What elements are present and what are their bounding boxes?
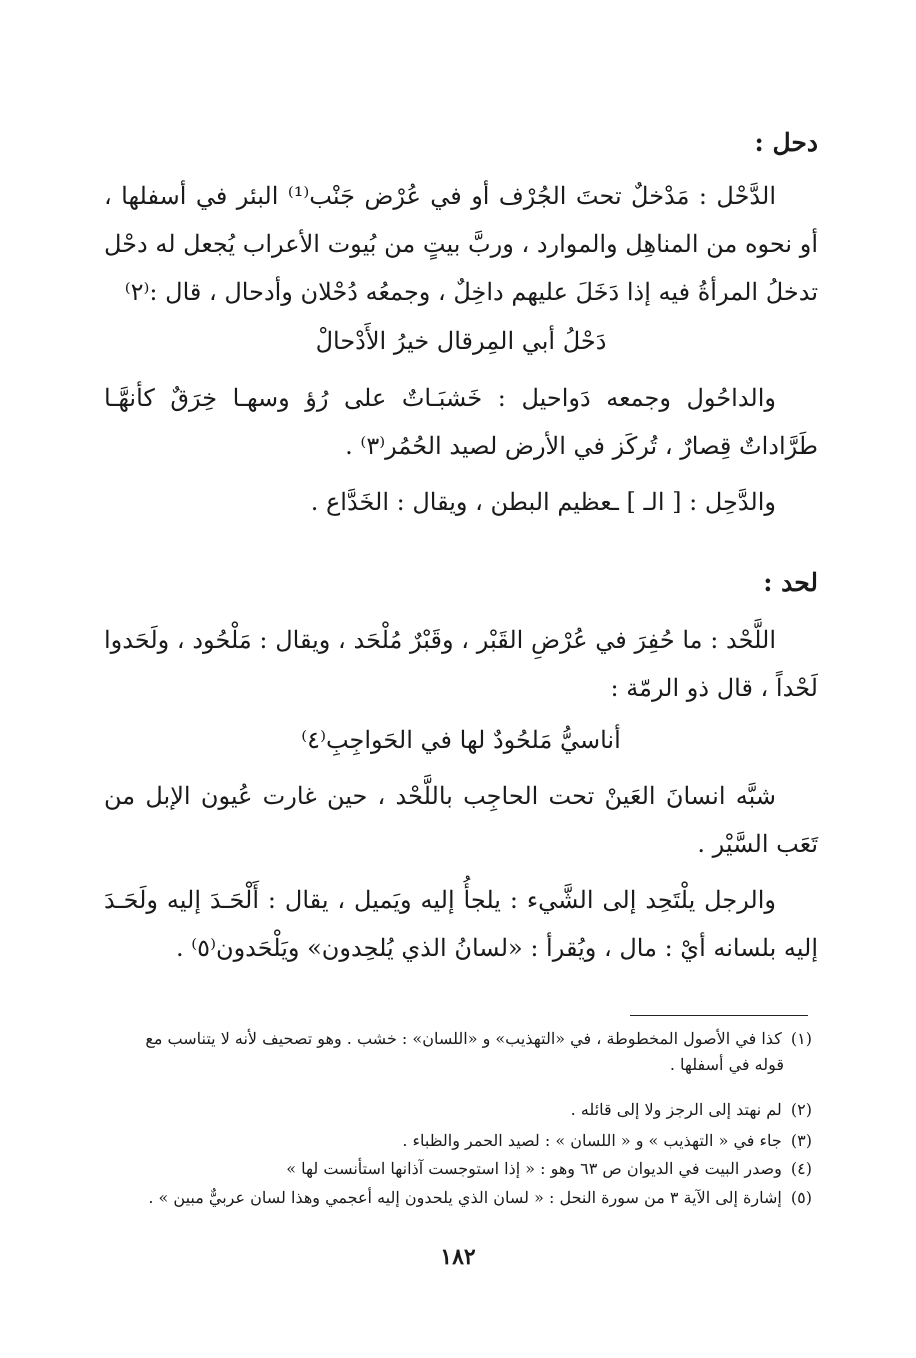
footnote-5 — [104, 1185, 812, 1211]
paragraph-iltihad: والرجل يلْتَحِد إلى الشَّيء : يلجأُ إليه ويَميل ، يقال : أَلْحَـدَ إليه ولَحَـدَ إليه بلسانه أيْ : مال ، ويُقرأ : «لسانُ الذي يُلحِدون» ويَلْحَدون⁽٥⁾ . — [104, 886, 818, 962]
footnote-number: (٥) — [790, 1188, 812, 1207]
paragraph-dahul: والداحُول وجمعه دَواحيل : خَشبَـاتٌ على رُؤ وسهـا خِرَقٌ كأنهَّـا طَرَّاداتٌ قِصارٌ ، تُركَز في الأرض لصيد الحُمُر⁽٣⁾ . — [104, 384, 818, 460]
paragraph-dahl-definition: الدَّحْل : مَدْخلٌ تحتَ الجُرْف أو في عُرْض جَنْب⁽¹⁾ البئر في أسفلها ، أو نحوه من المناهِل والموارد ، وربَّ بيتٍ من بُيوت الأعراب يُجعل له دحْل تدخلُ المرأةُ فيه إذا دَخَلَ عليهم داخِلٌ ، وجمعُه دُحْلان وأدحال ، قال :⁽٢⁾ — [104, 182, 818, 306]
footnote-text: إشارة إلى الآية ٣ من سورة النحل : « لسان الذي يلحدون إليه أعجمي وهذا لسان عربيٌّ مبين » . — [148, 1188, 782, 1207]
footnote-number: (٤) — [790, 1159, 812, 1178]
footnote-number: (٣) — [790, 1131, 812, 1150]
paragraph-dahil: والدَّحِل : [ الـ ] ـعظيم البطن ، ويقال : الخَدَّاع . — [310, 488, 776, 516]
verse-line-lahd: أناسيُّ مَلحُودٌ لها في الحَواجِبِ⁽٤⁾ — [301, 726, 621, 754]
footnote-4 — [104, 1156, 812, 1182]
paragraph-lahd-explanation: شبَّه انسانَ العَينْ تحت الحاجِب باللَّحْد ، حين غارت عُيون الإبل من تَعَب السَّيْر . — [104, 782, 818, 858]
footnote-text: كذا في الأصول المخطوطة ، في «التهذيب» و «اللسان» : خشب . وهو تصحيف لأنه لا يتناسب مع — [145, 1029, 782, 1048]
footnote-text: وصدر البيت في الديوان ص ٦٣ وهو : « إذا استوجست آذانها استأنست لها » — [286, 1159, 782, 1178]
verse-line-dahl: دَحْلُ أبي المِرقال خيرُ الأَدْحالْ — [315, 327, 607, 355]
footnote-3 — [104, 1128, 812, 1154]
entry-heading-dahl: دحل : — [754, 128, 818, 157]
footnote-2 — [104, 1097, 812, 1123]
entry-heading-lahd: لحد : — [763, 568, 818, 597]
paragraph-lahd-definition: اللَّحْد : ما حُفِرَ في عُرْضِ القَبْر ، وقَبْرٌ مُلْحَد ، ويقال : مَلْحُود ، ولَحَدوا لَحْداً ، قال ذو الرمّة : — [104, 626, 818, 702]
footnote-1-continuation: قوله في أسفلها . — [669, 1055, 784, 1074]
footnote-number: (٢) — [790, 1100, 812, 1119]
footnote-1 — [104, 1026, 812, 1052]
footnote-text: لم نهتد إلى الرجز ولا إلى قائله . — [570, 1100, 782, 1119]
footnote-separator — [630, 1015, 808, 1016]
footnote-number: (١) — [790, 1029, 812, 1048]
page-number: ١٨٢ — [440, 1244, 476, 1270]
footnote-text: جاء في « التهذيب » و « اللسان » : لصيد الحمر والظباء . — [402, 1131, 782, 1150]
